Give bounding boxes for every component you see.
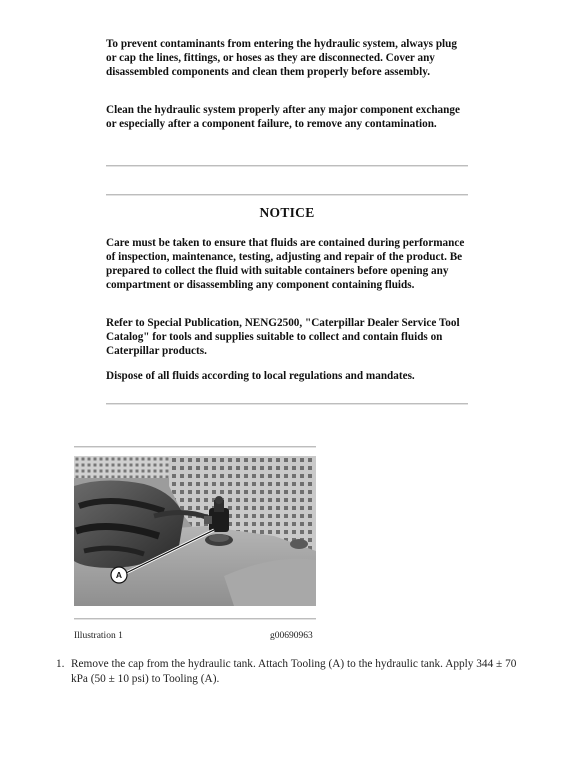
notice-paragraph-2: Refer to Special Publication, NENG2500, "Caterpillar Dealer Service Tool Catalog" for tools and supplies suitable to collect and contain fluids on Caterpillar products.	[106, 317, 460, 357]
notice-paragraph-1: Care must be taken to ensure that fluids are contained during performance of inspection, maintenance, testing, adjusting and repair of the product. Be prepared to collect the fluid with suitable containers before opening any compartment or disassembling any component containing fluids.	[106, 237, 465, 291]
divider-rule	[106, 165, 468, 167]
divider-rule	[106, 194, 468, 196]
callout-label-a: A	[115, 570, 123, 580]
divider-rule	[106, 403, 468, 405]
illustration-photo	[74, 456, 316, 606]
illustration-top-rule	[74, 446, 316, 448]
illustration-caption: Illustration 1	[74, 631, 123, 641]
illustration-id: g00690963	[270, 631, 313, 641]
step-number: 1.	[56, 658, 65, 670]
warning-paragraph-1: To prevent contaminants from entering the hydraulic system, always plug or cap the lines, fittings, or hoses as they are disconnected. Cover any disassembled components and clean them properly before assembly.	[106, 38, 457, 78]
warning-paragraph-2: Clean the hydraulic system properly after any major component exchange or especially after a component failure, to remove any contamination.	[106, 104, 460, 130]
notice-paragraph-3: Dispose of all fluids according to local regulations and mandates.	[106, 370, 415, 382]
illustration-bottom-rule	[74, 618, 316, 620]
notice-title: NOTICE	[259, 205, 315, 220]
step-text: Remove the cap from the hydraulic tank. Attach Tooling (A) to the hydraulic tank. Apply 344 ± 70 kPa (50 ± 10 psi) to Tooling (A).	[71, 658, 517, 685]
